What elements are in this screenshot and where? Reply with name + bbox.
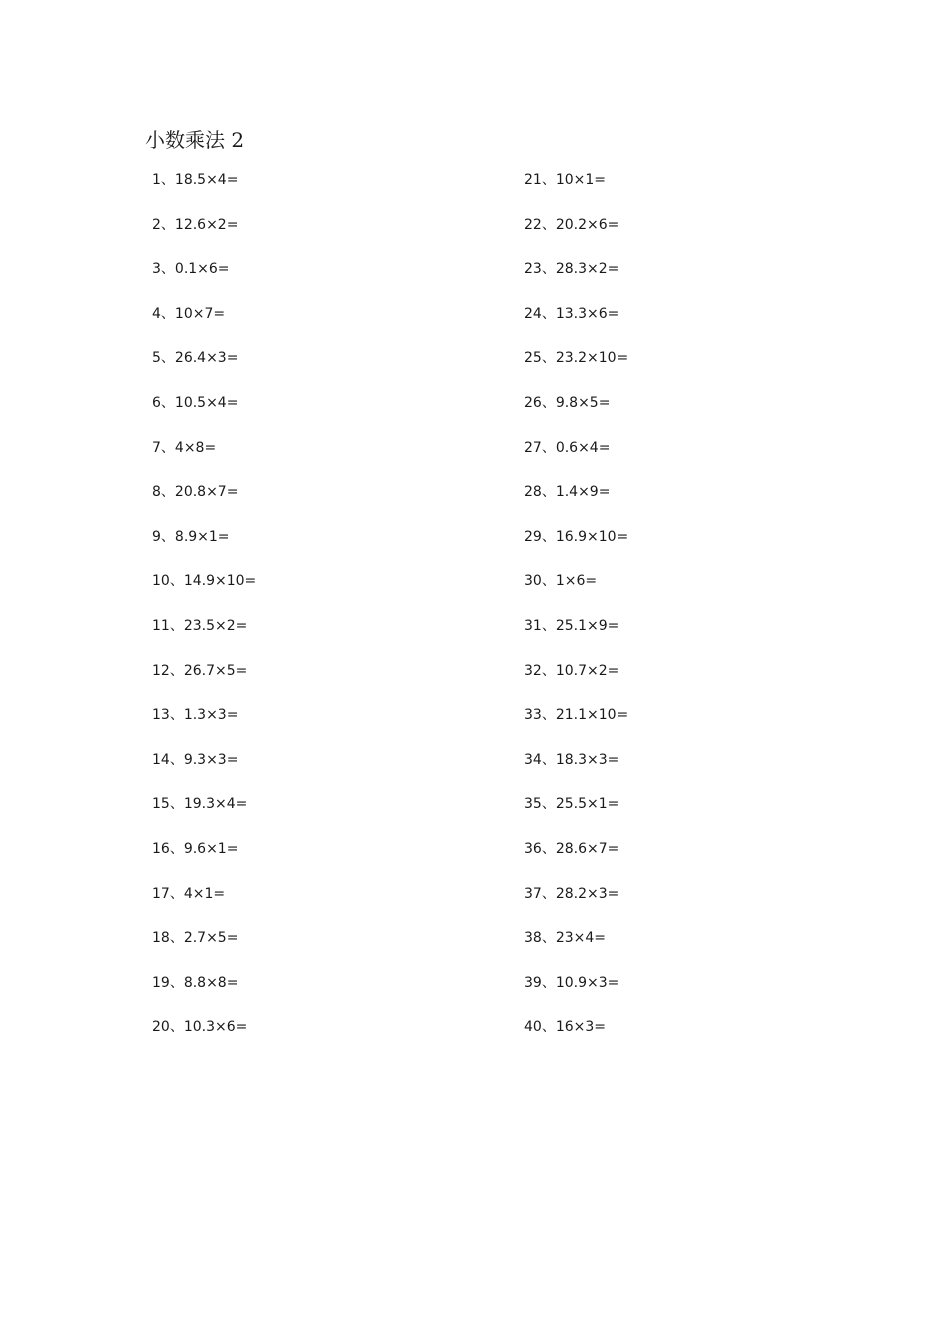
- problem-40: 40、16×3=: [524, 1019, 606, 1036]
- problem-21: 21、10×1=: [524, 172, 606, 188]
- problem-1: 1、18.5×4=: [152, 172, 239, 188]
- problem-36: 36、28.6×7=: [524, 840, 620, 857]
- worksheet-title: 小数乘法 2: [145, 128, 245, 152]
- problem-2: 2、12.6×2=: [152, 216, 239, 233]
- problem-22: 22、20.2×6=: [524, 216, 620, 233]
- problem-18: 18、2.7×5=: [152, 930, 239, 947]
- problem-34: 34、18.3×3=: [524, 751, 620, 768]
- problem-6: 6、10.5×4=: [152, 394, 239, 411]
- problem-19: 19、8.8×8=: [152, 974, 239, 991]
- problem-26: 26、9.8×5=: [524, 394, 611, 411]
- problem-27: 27、0.6×4=: [524, 439, 611, 456]
- problem-20: 20、10.3×6=: [152, 1019, 248, 1036]
- problem-29: 29、16.9×10=: [524, 528, 629, 545]
- problem-33: 33、21.1×10=: [524, 707, 629, 724]
- problem-28: 28、1.4×9=: [524, 484, 611, 501]
- problem-39: 39、10.9×3=: [524, 974, 620, 991]
- problem-23: 23、28.3×2=: [524, 261, 620, 278]
- problem-9: 9、8.9×1=: [152, 528, 230, 545]
- problem-8: 8、20.8×7=: [152, 484, 239, 501]
- problem-4: 4、10×7=: [152, 305, 226, 322]
- problem-38: 38、23×4=: [524, 930, 606, 947]
- problem-25: 25、23.2×10=: [524, 350, 629, 367]
- problem-16: 16、9.6×1=: [152, 840, 239, 857]
- problem-5: 5、26.4×3=: [152, 350, 239, 367]
- problem-32: 32、10.7×2=: [524, 662, 620, 679]
- problem-31: 31、25.1×9=: [524, 617, 620, 634]
- problem-24: 24、13.3×6=: [524, 305, 620, 322]
- problem-15: 15、19.3×4=: [152, 796, 248, 813]
- problem-37: 37、28.2×3=: [524, 885, 620, 902]
- problem-17: 17、4×1=: [152, 885, 226, 902]
- problem-14: 14、9.3×3=: [152, 751, 239, 768]
- problem-30: 30、1×6=: [524, 573, 598, 590]
- problem-11: 11、23.5×2=: [152, 617, 248, 634]
- problem-13: 13、1.3×3=: [152, 707, 239, 724]
- problem-list-left: [152, 168, 256, 1060]
- problem-35: 35、25.5×1=: [524, 796, 620, 813]
- problem-12: 12、26.7×5=: [152, 662, 248, 679]
- problem-10: 10、14.9×10=: [152, 573, 257, 590]
- problem-list-right: [524, 168, 628, 1060]
- problem-3: 3、0.1×6=: [152, 261, 230, 278]
- problem-7: 7、4×8=: [152, 439, 217, 456]
